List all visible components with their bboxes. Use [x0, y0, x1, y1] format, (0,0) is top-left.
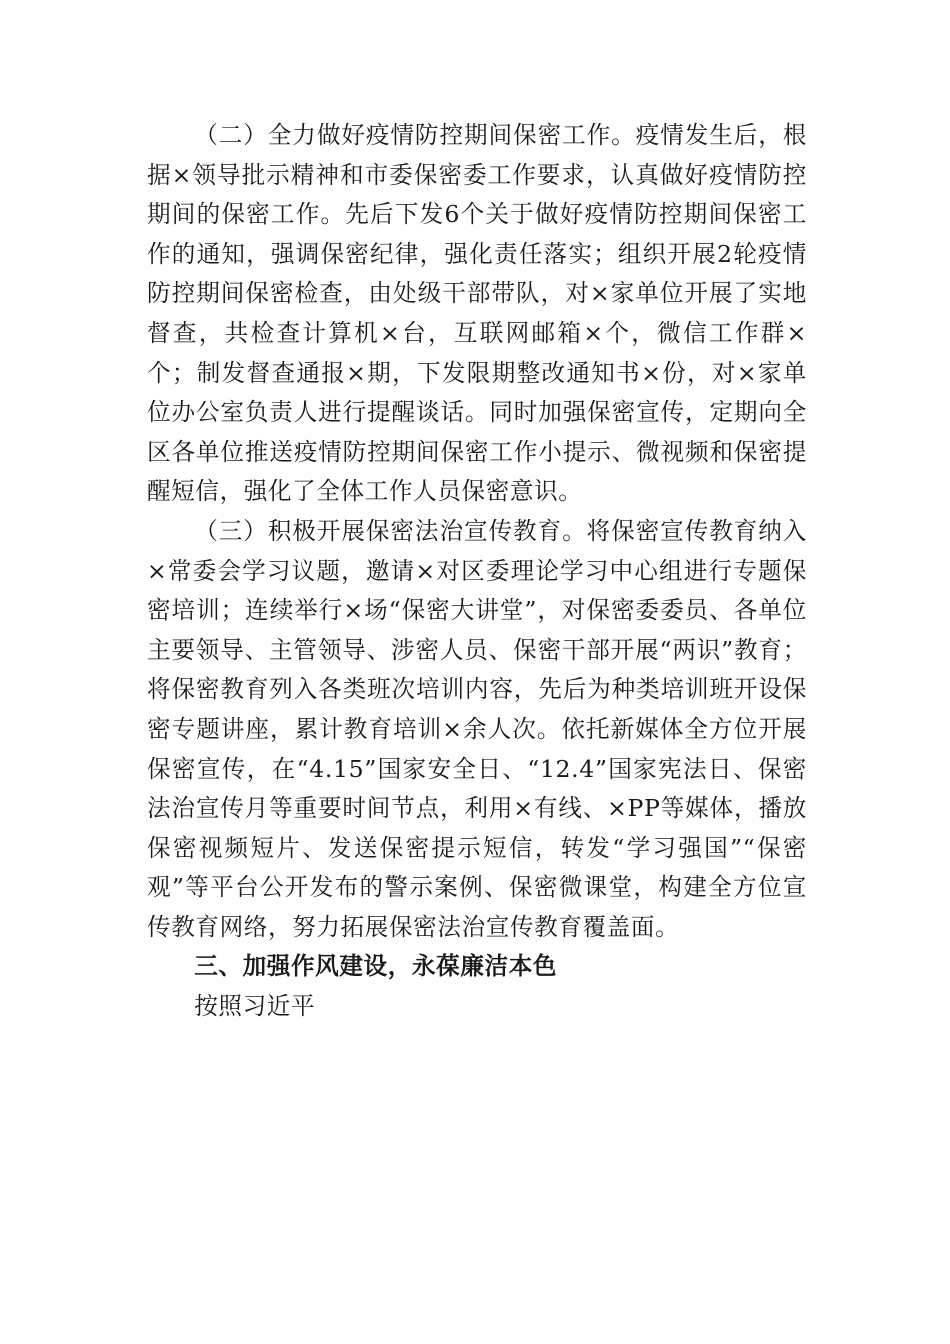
- section-heading: 三、加强作风建设，永葆廉洁本色: [194, 952, 558, 981]
- document-body: [147, 116, 807, 1027]
- paragraph-trailing: 按照习近平: [194, 992, 316, 1021]
- paragraph-legal-education: （三）积极开展保密法治宣传教育。将保密宣传教育纳入×常委会学习议题，邀请×对区委理论学习中心组进行专题保密培训；连续举行×场“保密大讲堂”，对保密委委员、各单位主要领导、主管领导、涉密人员、保密干部开展“两识”教育；将保密教育列入各类班次培训内容，先后为种类培训班开设保密专题讲座，累计教育培训×余人次。依托新媒体全方位开展保密宣传，在“4.15”国家安全日、“12.4”国家宪法日、保密法治宣传月等重要时间节点，利用×有线、×PP等媒体，播放保密视频短片、发送保密提示短信，转发“学习强国”“保密观”等平台公开发布的警示案例、保密微课堂，构建全方位宣传教育网络，努力拓展保密法治宣传教育覆盖面。: [147, 516, 807, 941]
- paragraph-epidemic-secrecy: （二）全力做好疫情防控期间保密工作。疫情发生后，根据×领导批示精神和市委保密委工作要求，认真做好疫情防控期间的保密工作。先后下发6个关于做好疫情防控期间保密工作的通知，强调保密纪律，强化责任落实；组织开展2轮疫情防控期间保密检查，由处级干部带队，对×家单位开展了实地督查，共检查计算机×台，互联网邮箱×个，微信工作群×个；制发督查通报×期，下发限期整改通知书×份，对×家单位办公室负责人进行提醒谈话。同时加强保密宣传，定期向全区各单位推送疫情防控期间保密工作小提示、微视频和保密提醒短信，强化了全体工作人员保密意识。: [147, 121, 807, 506]
